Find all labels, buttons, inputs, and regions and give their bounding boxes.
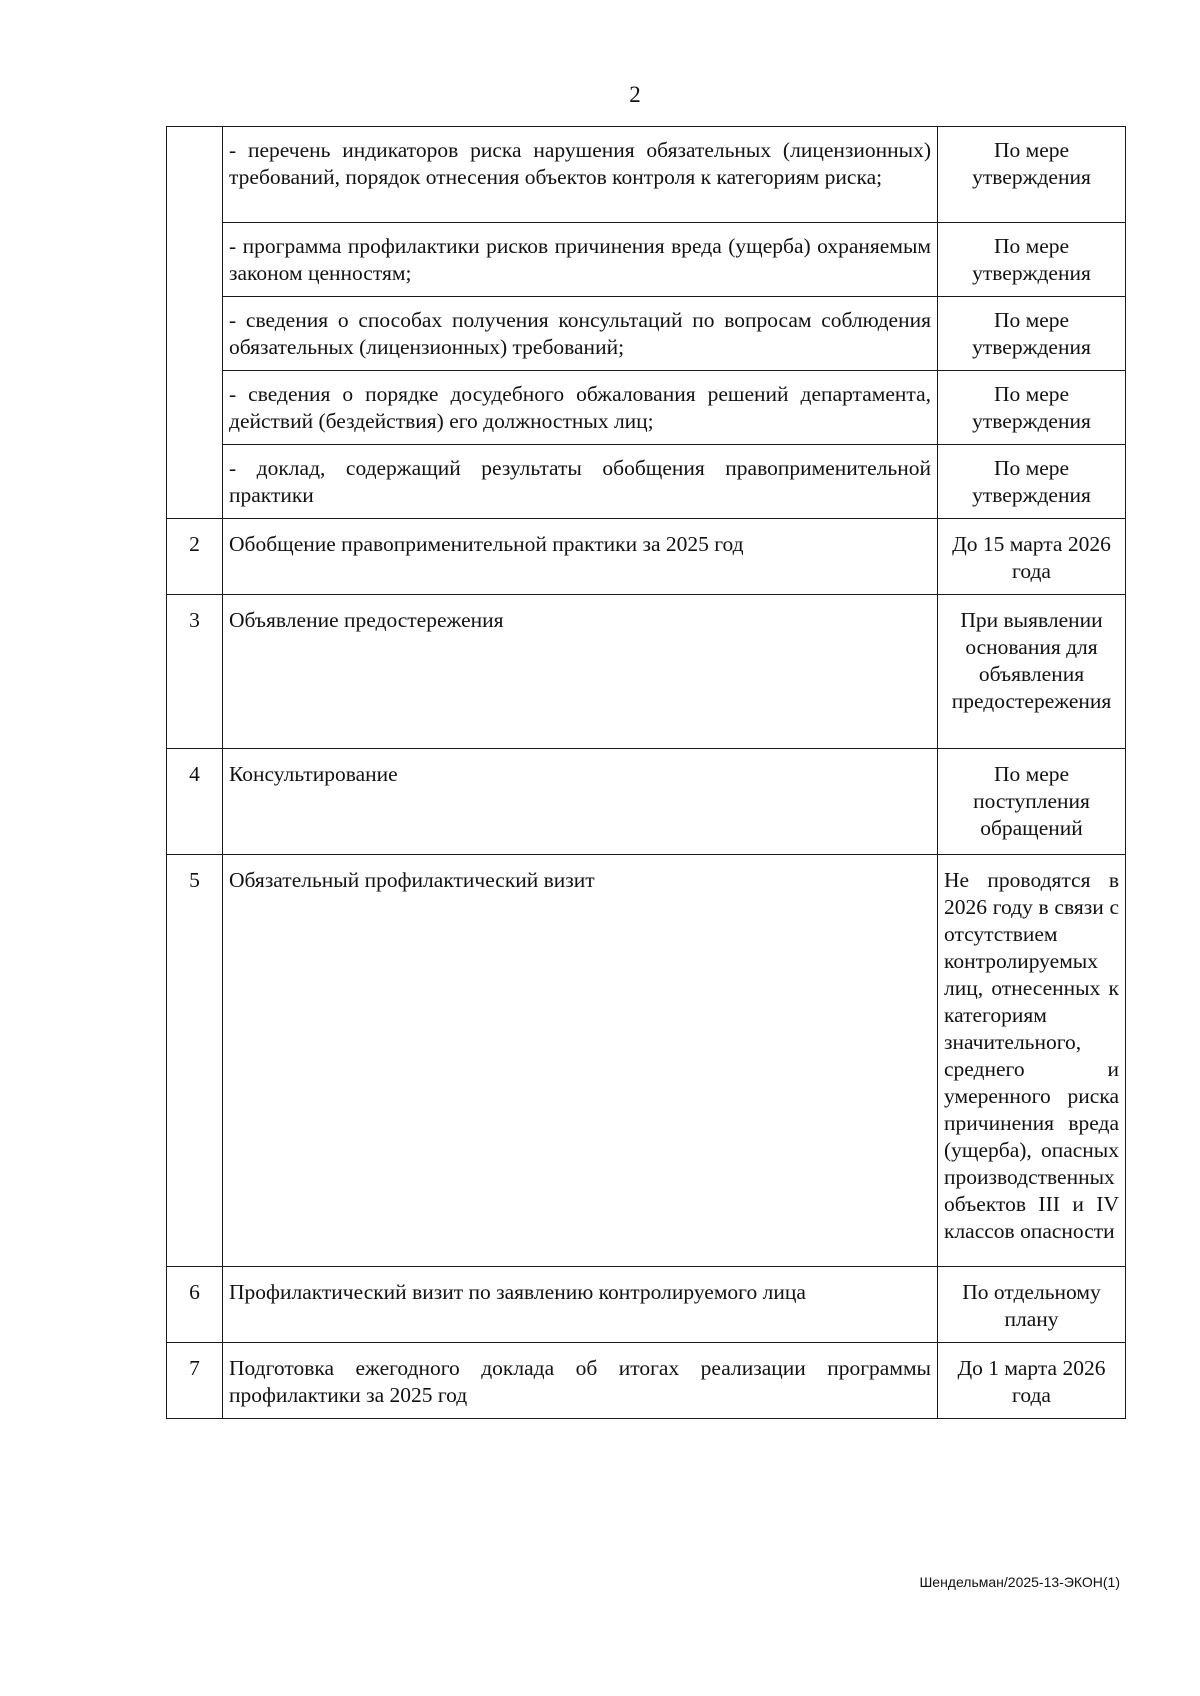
document-code: Шендельман/2025-13-ЭКОН(1) <box>919 1574 1120 1590</box>
row-number: 4 <box>167 749 223 855</box>
item-deadline: По мере утверждения <box>938 223 1126 297</box>
table-row <box>167 855 1126 1267</box>
row-number-cell <box>167 127 223 519</box>
item-description: - программа профилактики рисков причинения вреда (ущерба) охраняемым законом ценностям; <box>223 223 938 297</box>
item-deadline: По мере утверждения <box>938 371 1126 445</box>
item-deadline: При выявлении основания для объявления предостережения <box>938 595 1126 749</box>
table-row <box>167 1343 1126 1419</box>
table-row <box>167 519 1126 595</box>
row-number: 7 <box>167 1343 223 1419</box>
item-description: - перечень индикаторов риска нарушения обязательных (лицензионных) требований, порядок отнесения объектов контроля к категориям риска; <box>223 127 938 223</box>
table-row <box>167 445 1126 519</box>
table-row <box>167 595 1126 749</box>
item-deadline: По мере поступления обращений <box>938 749 1126 855</box>
table-row <box>167 749 1126 855</box>
table-row <box>167 127 1126 223</box>
page-number: 2 <box>629 82 641 107</box>
row-number: 2 <box>167 519 223 595</box>
table-row <box>167 1267 1126 1343</box>
table-row <box>167 371 1126 445</box>
item-description: - сведения о способах получения консультаций по вопросам соблюдения обязательных (лицензионных) требований; <box>223 297 938 371</box>
row-number: 5 <box>167 855 223 1267</box>
item-description: - сведения о порядке досудебного обжалования решений департамента, действий (бездействия) его должностных лиц; <box>223 371 938 445</box>
item-description: Консультирование <box>223 749 938 855</box>
item-deadline: Не проводятся в 2026 году в связи с отсутствием контролируемых лиц, отнесенных к категориям значительного, среднего и умеренного риска причинения вреда (ущерба), опасных производственных объектов III и IV классов опасности <box>938 855 1126 1267</box>
item-deadline: По мере утверждения <box>938 297 1126 371</box>
item-description: Объявление предостережения <box>223 595 938 749</box>
item-description: Подготовка ежегодного доклада об итогах реализации программы профилактики за 2025 год <box>223 1343 938 1419</box>
item-description: Обобщение правоприменительной практики за 2025 год <box>223 519 938 595</box>
item-deadline: По мере утверждения <box>938 445 1126 519</box>
table-row <box>167 297 1126 371</box>
item-deadline: До 15 марта 2026 года <box>938 519 1126 595</box>
row-number: 3 <box>167 595 223 749</box>
row-number: 6 <box>167 1267 223 1343</box>
item-deadline: По отдельному плану <box>938 1267 1126 1343</box>
item-deadline: По мере утверждения <box>938 127 1126 223</box>
item-description: - доклад, содержащий результаты обобщения правоприменительной практики <box>223 445 938 519</box>
table-row <box>167 223 1126 297</box>
prevention-plan-table <box>166 126 1126 1419</box>
item-deadline: До 1 марта 2026 года <box>938 1343 1126 1419</box>
item-description: Обязательный профилактический визит <box>223 855 938 1267</box>
item-description: Профилактический визит по заявлению контролируемого лица <box>223 1267 938 1343</box>
